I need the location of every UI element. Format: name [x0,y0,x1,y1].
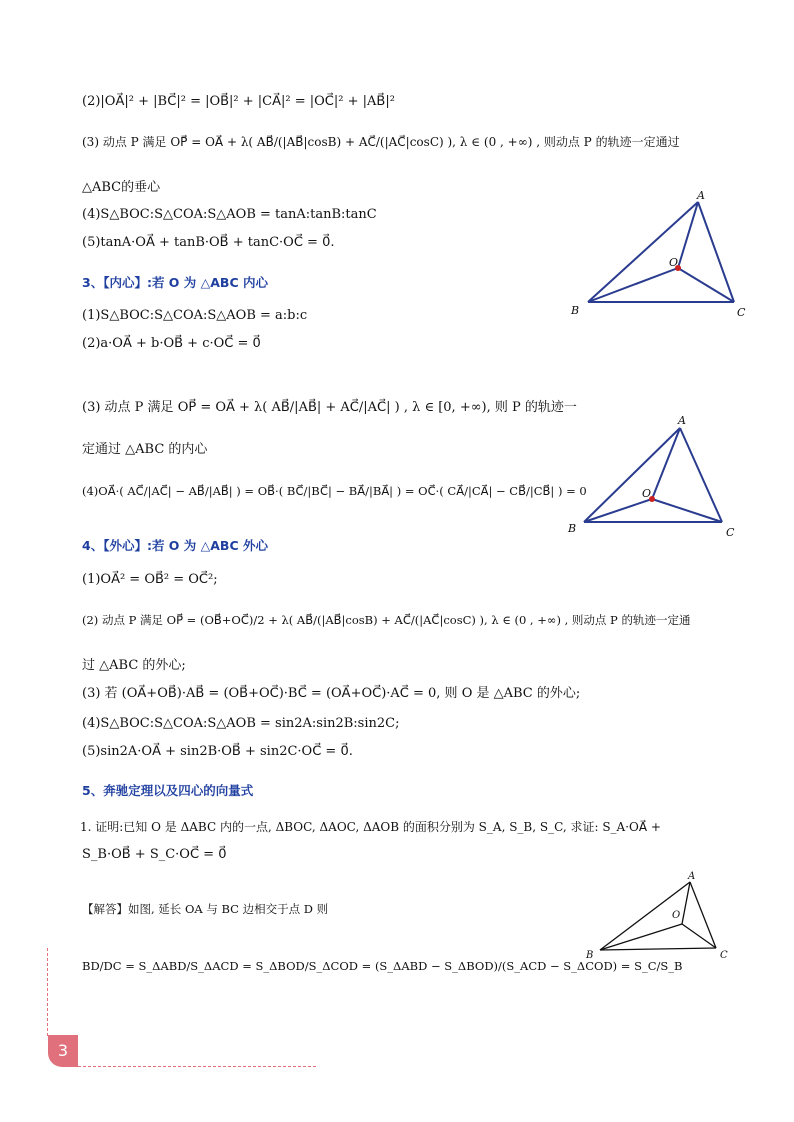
vertex-a-label: A [678,414,686,427]
orthocenter-figure [568,186,788,326]
benz-theorem-figure [580,868,770,968]
incenter-dot-product-line: (4)OA⃗·( AC⃗/|AC⃗| − AB⃗/|AB⃗| ) = OB⃗·( BC⃗/|BC⃗| − BA⃗/|BA⃗| ) = OC⃗·( CA⃗/|CA⃗| − CB⃗/|CB⃗| ) = 0 [82,484,587,498]
locus-circumcenter-line-cont: 过 △ABC 的外心; [82,658,186,673]
vertex-b-label: B [568,522,577,535]
circumcenter-dot-product-line: (3) 若 (OA⃗+OB⃗)·AB⃗ = (OB⃗+OC⃗)·BC⃗ = (OA⃗+OC⃗)·AC⃗ = 0, 则 O 是 △ABC 的外心; [82,686,581,701]
solution-intro-line: 【解答】如图, 延长 OA 与 BC 边相交于点 D 则 [82,902,329,916]
point-o-label: O [669,256,679,269]
section-heading-circumcenter: 4、【外心】:若 O 为 △ABC 外心 [82,538,268,553]
page-margin-decoration [47,948,48,1036]
area-ratio-derivation-line: BD/DC = S_ΔABD/S_ΔACD = S_ΔBOD/S_ΔCOD = (S_ΔABD − S_ΔBOD)/(S_ACD − S_ΔCOD) = S_C/S_B [82,959,683,973]
incenter-vector-sum-line: (2)a·OA⃗ + b·OB⃗ + c·OC⃗ = 0⃗ [82,336,261,351]
point-o-label: O [642,487,652,500]
proof-statement-line-cont: S_B·OB⃗ + S_C·OC⃗ = 0⃗ [82,847,227,862]
locus-orthocenter-line-cont: △ABC的垂心 [82,180,161,195]
area-ratio-sides-line: (1)S△BOC:S△COA:S△AOB = a:b:c [82,308,308,323]
vertex-c-label: C [737,306,746,319]
vertex-c-label: C [726,526,735,539]
area-ratio-tan-line: (4)S△BOC:S△COA:S△AOB = tanA:tanB:tanC [82,207,377,222]
vertex-c-label: C [720,950,728,961]
proof-statement-line: 1. 证明:已知 O 是 ΔABC 内的一点, ΔBOC, ΔAOC, ΔAOB 的面积分别为 S_A, S_B, S_C, 求证: S_A·OA⃗ + [80,820,661,834]
incenter-figure [566,412,766,542]
point-o-label: O [672,910,681,921]
sin2-vector-sum-line: (5)sin2A·OA⃗ + sin2B·OB⃗ + sin2C·OC⃗ = 0⃗. [82,744,353,759]
vertex-a-label: A [697,189,705,202]
locus-incenter-line-cont: 定通过 △ABC 的内心 [82,442,208,457]
locus-orthocenter-line: (3) 动点 P 满足 OP⃗ = OA⃗ + λ( AB⃗/(|AB⃗|cosB) + AC⃗/(|AC⃗|cosC) ), λ ∈ (0 , +∞) , 则动点 P 的轨迹一定通过 [82,135,680,149]
area-ratio-sin2-line: (4)S△BOC:S△COA:S△AOB = sin2A:sin2B:sin2C; [82,716,400,731]
locus-circumcenter-line: (2) 动点 P 满足 OP⃗ = (OB⃗+OC⃗)/2 + λ( AB⃗/(|AB⃗|cosB) + AC⃗/(|AC⃗|cosC) ), λ ∈ (0 , +∞) , 则动点 P 的轨迹一定通 [82,613,691,627]
tan-vector-sum-line: (5)tanA·OA⃗ + tanB·OB⃗ + tanC·OC⃗ = 0⃗. [82,235,335,250]
vertex-b-label: B [571,304,580,317]
circumcenter-equal-length-line: (1)OA⃗² = OB⃗² = OC⃗²; [82,572,218,587]
section-heading-benz-theorem: 5、奔驰定理以及四心的向量式 [82,783,254,798]
identity-line-2: (2)|OA⃗|² + |BC⃗|² = |OB⃗|² + |CA⃗|² = |OC⃗|² + |AB⃗|² [82,94,395,109]
locus-incenter-line: (3) 动点 P 满足 OP⃗ = OA⃗ + λ( AB⃗/|AB⃗| + AC⃗/|AC⃗| ) , λ ∈ [0, +∞), 则 P 的轨迹一 [82,400,577,415]
vertex-a-label: A [688,871,696,882]
vertex-b-label: B [586,950,594,961]
page-number-badge: 3 [48,1035,78,1067]
page-footer-decoration [78,1066,316,1067]
section-heading-incenter: 3、【内心】:若 O 为 △ABC 内心 [82,275,268,290]
